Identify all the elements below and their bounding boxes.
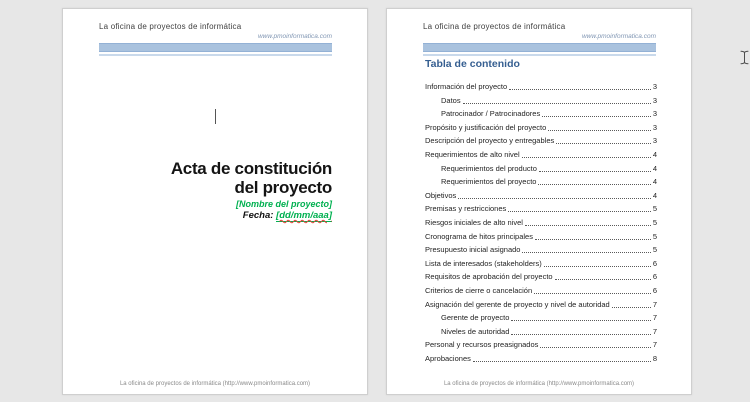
toc-entry-page-number: 3 <box>652 82 657 91</box>
toc-entry-page-number: 3 <box>652 109 657 119</box>
toc-entry[interactable] <box>425 164 657 178</box>
toc-entry-page-number: 5 <box>652 245 657 255</box>
toc-entry-label: Aprobaciones <box>425 353 471 363</box>
toc-entry[interactable] <box>425 313 657 327</box>
toc-entry-page-number: 8 <box>652 353 657 363</box>
header-accent-bar-thin <box>423 54 656 56</box>
page-header <box>423 22 656 56</box>
toc-dot-leader <box>540 340 650 348</box>
toc-dot-leader <box>538 177 650 185</box>
toc-entry[interactable] <box>425 150 657 164</box>
toc-entry[interactable] <box>425 82 657 96</box>
toc-entry-page-number: 6 <box>652 285 657 295</box>
toc-dot-leader <box>548 123 651 131</box>
toc-entry-page-number: 7 <box>652 299 657 309</box>
toc-entry[interactable] <box>425 177 657 191</box>
toc-dot-leader <box>535 232 651 240</box>
header-accent-bar <box>99 43 332 52</box>
toc-dot-leader <box>522 245 650 253</box>
document-page-toc[interactable] <box>386 8 692 395</box>
page-footer: La oficina de proyectos de informática (http://www.pmoinformatica.com) <box>443 381 635 387</box>
toc-entry[interactable] <box>425 300 657 314</box>
toc-entry-page-number: 7 <box>652 340 657 350</box>
toc-entry[interactable] <box>425 245 657 259</box>
toc-heading: Tabla de contenido <box>425 58 520 70</box>
text-insertion-caret <box>215 109 216 124</box>
toc-dot-leader <box>508 204 651 212</box>
toc-entry-label: Personal y recursos preasignados <box>425 340 539 350</box>
toc-entry[interactable] <box>425 232 657 246</box>
toc-entry[interactable] <box>425 354 657 368</box>
page-header <box>99 22 332 56</box>
toc-list <box>425 82 657 367</box>
toc-entry[interactable] <box>425 96 657 110</box>
toc-entry-page-number: 6 <box>652 272 657 282</box>
toc-entry-page-number: 4 <box>652 190 657 200</box>
toc-entry-label: Presupuesto inicial asignado <box>425 245 521 255</box>
toc-dot-leader <box>555 272 651 280</box>
toc-entry[interactable] <box>425 340 657 354</box>
toc-dot-leader <box>458 191 651 199</box>
toc-entry-label: Criterios de cierre o cancelación <box>425 285 533 295</box>
document-title-line1: Acta de constitución <box>170 159 332 178</box>
toc-dot-leader <box>544 259 651 267</box>
toc-dot-leader <box>542 109 651 117</box>
toc-entry[interactable] <box>425 272 657 286</box>
toc-dot-leader <box>463 96 651 104</box>
toc-entry-label: Requerimientos del proyecto <box>441 177 537 187</box>
toc-entry-page-number: 4 <box>652 163 657 173</box>
toc-entry-page-number: 7 <box>652 326 657 336</box>
toc-entry-label: Requerimientos de alto nivel <box>425 149 520 159</box>
toc-dot-leader <box>511 327 650 335</box>
toc-entry-page-number: 5 <box>652 204 657 214</box>
toc-entry-page-number: 3 <box>652 122 657 132</box>
toc-dot-leader <box>525 218 651 226</box>
toc-dot-leader <box>511 313 650 321</box>
toc-entry-page-number: 3 <box>652 136 657 146</box>
toc-entry-label: Niveles de autoridad <box>441 326 510 336</box>
toc-entry[interactable] <box>425 191 657 205</box>
document-page-cover[interactable] <box>62 8 368 395</box>
toc-entry-page-number: 7 <box>652 313 657 323</box>
toc-entry[interactable] <box>425 136 657 150</box>
date-placeholder: [dd/mm/aaa] <box>276 210 332 221</box>
toc-entry-page-number: 4 <box>652 149 657 159</box>
toc-entry-label: Información del proyecto <box>425 82 508 91</box>
page-footer: La oficina de proyectos de informática (http://www.pmoinformatica.com) <box>119 381 311 387</box>
toc-entry-label: Descripción del proyecto y entregables <box>425 136 555 146</box>
toc-entry-label: Propósito y justificación del proyecto <box>425 122 547 132</box>
header-accent-bar-thin <box>99 54 332 56</box>
toc-entry-page-number: 5 <box>652 217 657 227</box>
toc-entry[interactable] <box>425 259 657 273</box>
date-label: Fecha: <box>242 210 274 221</box>
toc-entry[interactable] <box>425 218 657 232</box>
toc-entry-label: Cronograma de hitos principales <box>425 231 533 241</box>
toc-entry-label: Riesgos iniciales de alto nivel <box>425 217 523 227</box>
document-title-line2: del proyecto <box>234 177 332 197</box>
toc-entry-page-number: 6 <box>652 258 657 268</box>
toc-dot-leader <box>612 300 651 308</box>
toc-entry-label: Requerimientos del producto <box>441 163 537 173</box>
toc-dot-leader <box>522 150 651 158</box>
toc-entry[interactable] <box>425 123 657 137</box>
toc-entry-label: Lista de interesados (stakeholders) <box>425 258 542 268</box>
toc-dot-leader <box>556 136 651 144</box>
header-accent-bar <box>423 43 656 52</box>
toc-entry[interactable] <box>425 286 657 300</box>
toc-entry-page-number: 3 <box>652 95 657 105</box>
cover-title-block <box>99 160 332 221</box>
toc-entry-label: Asignación del gerente de proyecto y nivel de autoridad <box>425 299 610 309</box>
date-line <box>99 210 332 221</box>
header-title: La oficina de proyectos de informática <box>99 22 242 31</box>
toc-entry-page-number: 4 <box>652 177 657 187</box>
toc-entry-label: Premisas y restricciones <box>425 204 507 214</box>
toc-entry-label: Patrocinador / Patrocinadores <box>441 109 541 119</box>
project-name-placeholder: [Nombre del proyecto] <box>235 199 332 209</box>
toc-dot-leader <box>539 164 651 172</box>
toc-entry-label: Objetivos <box>425 190 457 200</box>
toc-entry-page-number: 5 <box>652 231 657 241</box>
toc-entry[interactable] <box>425 109 657 123</box>
ibeam-mouse-cursor-icon <box>740 50 749 65</box>
toc-entry[interactable] <box>425 204 657 218</box>
toc-entry-label: Gerente de proyecto <box>441 313 510 323</box>
toc-dot-leader <box>509 82 651 90</box>
toc-dot-leader <box>473 354 651 362</box>
toc-entry[interactable] <box>425 327 657 341</box>
header-url-link[interactable]: www.pmoinformatica.com <box>581 33 656 40</box>
toc-entry-label: Datos <box>441 95 461 105</box>
header-url-link[interactable]: www.pmoinformatica.com <box>257 33 332 40</box>
toc-dot-leader <box>534 286 651 294</box>
header-title: La oficina de proyectos de informática <box>423 22 566 31</box>
toc-entry-label: Requisitos de aprobación del proyecto <box>425 272 553 282</box>
